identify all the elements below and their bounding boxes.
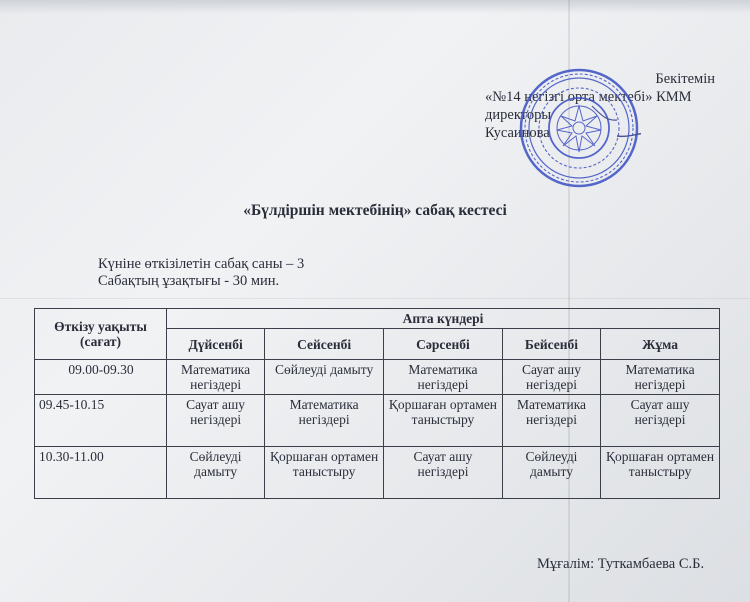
schedule-table <box>34 308 720 499</box>
lesson-cell: Математика негіздері <box>601 360 720 395</box>
schedule-info <box>98 256 304 290</box>
time-cell: 10.30-11.00 <box>35 447 167 499</box>
approval-heading: Бекітемін <box>655 71 715 87</box>
lesson-cell: Қоршаған ортамен таныстыру <box>601 447 720 499</box>
day-header-thursday: Бейсенбі <box>502 329 600 360</box>
lesson-cell: Сөйлеуді дамыту <box>167 447 265 499</box>
lesson-cell: Қоршаған ортамен таныстыру <box>384 395 503 447</box>
page-title: «Бүлдіршін мектебінің» сабақ кестесі <box>243 202 507 219</box>
table-row <box>35 360 720 395</box>
lesson-cell: Математика негіздері <box>167 360 265 395</box>
lesson-cell: Сауат ашу негіздері <box>384 447 503 499</box>
approval-position: директоры <box>485 107 552 123</box>
approval-school: «№14 негізгі орта мектебі» КММ <box>485 89 692 105</box>
teacher-signature-line: Мұғалім: Туткамбаева С.Б. <box>537 556 705 572</box>
table-row <box>35 395 720 447</box>
day-header-monday: Дүйсенбі <box>167 329 265 360</box>
lesson-cell: Сауат ашу негіздері <box>601 395 720 447</box>
lesson-cell: Қоршаған ортамен таныстыру <box>265 447 384 499</box>
lesson-duration: Сабақтың ұзақтығы - 30 мин. <box>98 273 280 289</box>
lesson-cell: Сөйлеуді дамыту <box>265 360 384 395</box>
paper-fold-horizontal <box>0 298 750 299</box>
lesson-cell: Сауат ашу негіздері <box>502 360 600 395</box>
day-header-tuesday: Сейсенбі <box>265 329 384 360</box>
day-header-wednesday: Сәрсенбі <box>384 329 503 360</box>
table-row <box>35 447 720 499</box>
lesson-cell: Математика негіздері <box>265 395 384 447</box>
lesson-cell: Математика негіздері <box>502 395 600 447</box>
lesson-cell: Математика негіздері <box>384 360 503 395</box>
paper-top-edge <box>0 0 750 14</box>
approval-name: Кусаинова <box>485 125 550 141</box>
time-column-header: Өткізу уақыты (сағат) <box>35 309 167 360</box>
time-cell: 09.45-10.15 <box>35 395 167 447</box>
week-days-header: Апта күндері <box>167 309 720 329</box>
lessons-per-day: Күніне өткізілетін сабақ саны – 3 <box>98 256 305 272</box>
time-cell: 09.00-09.30 <box>35 360 167 395</box>
official-seal-stamp <box>517 66 641 190</box>
lesson-cell: Сөйлеуді дамыту <box>502 447 600 499</box>
lesson-cell: Сауат ашу негіздері <box>167 395 265 447</box>
day-header-friday: Жұма <box>601 329 720 360</box>
